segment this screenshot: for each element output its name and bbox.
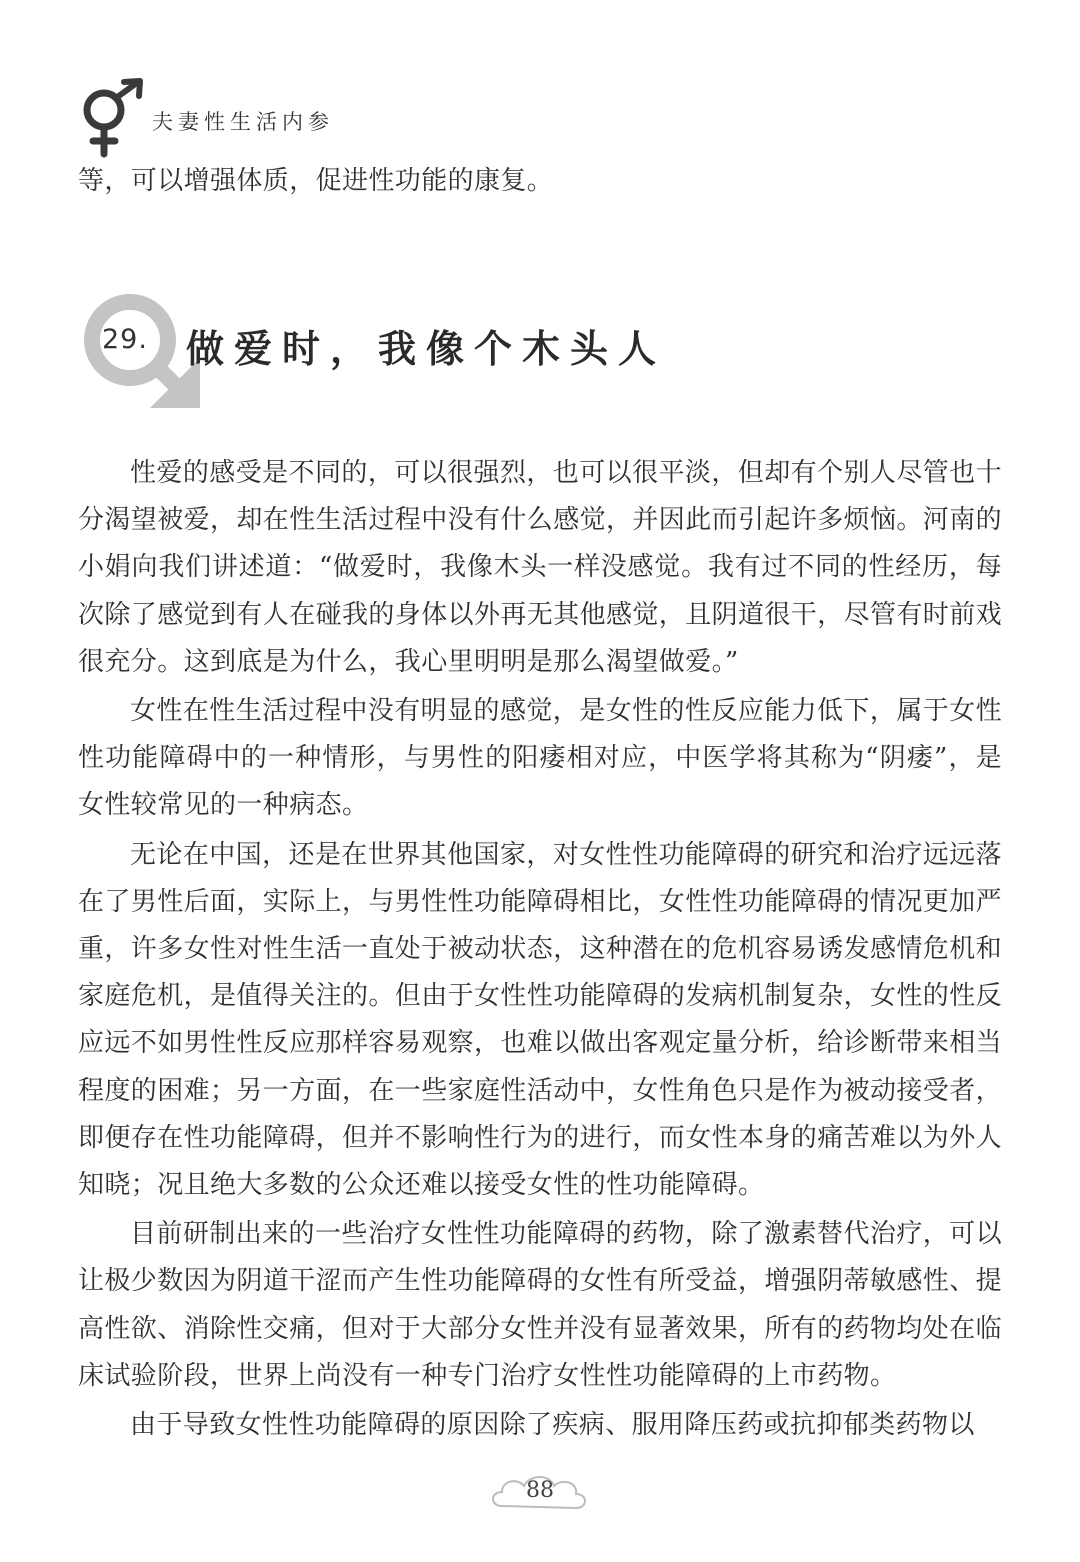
- paragraph: 女性在性生活过程中没有明显的感觉，是女性的性反应能力低下，属于女性性功能障碍中的一种情形，与男性的阳痿相对应，中医学将其称为“阴痿”，是女性较常见的一种病态。: [78, 696, 1002, 821]
- book-title: 夫妻性生活内参: [152, 110, 334, 134]
- section-number: 29.: [102, 324, 148, 355]
- section-title: 做爱时，我像个木头人: [186, 327, 667, 371]
- paragraph: 目前研制出来的一些治疗女性性功能障碍的药物，除了激素替代治疗，可以让极少数因为阴道干涩而产生性功能障碍的女性有所受益，增强阴蒂敏感性、提高性欲、消除性交痛，但对于大部分女性并没有显著效果，所有的药物均处在临床试验阶段，世界上尚没有一种专门治疗女性性功能障碍的上市药物。: [78, 1219, 1003, 1391]
- paragraph: 由于导致女性性功能障碍的原因除了疾病、服用降压药或抗抑郁类药物以: [130, 1410, 975, 1441]
- gender-symbols-icon: [78, 78, 150, 158]
- paragraph: 无论在中国，还是在世界其他国家，对女性性功能障碍的研究和治疗远远落在了男性后面，实际上，与男性性功能障碍相比，女性性功能障碍的情况更加严重，许多女性对性生活一直处于被动状态，这种潜在的危机容易诱发感情危机和家庭危机，是值得关注的。但由于女性性功能障碍的发病机制复杂，女性的性反应远不如男性性反应那样容易观察，也难以做出客观定量分析，给诊断带来相当程度的困难；另一方面，在一些家庭性活动中，女性角色只是作为被动接受者，即便存在性功能障碍，但并不影响性行为的进行，而女性本身的痛苦难以为外人知晓；况且绝大多数的公众还难以接受女性的性功能障碍。: [78, 839, 1003, 1201]
- paragraph: 性爱的感受是不同的，可以很强烈，也可以很平淡，但却有个别人尽管也十分渴望被爱，却在性生活过程中没有什么感觉，并因此而引起许多烦恼。河南的小娟向我们讲述道：“做爱时，我像木头一样没感觉。我有过不同的性经历，每次除了感觉到有人在碰我的身体以外再无其他感觉，且阴道很干，尽管有时前戏很充分。这到底是为什么，我心里明明是那么渴望做爱。”: [78, 458, 1003, 677]
- page-footer: [484, 1466, 596, 1522]
- continuation-text: 等，可以增强体质，促进性功能的康复。: [78, 166, 554, 196]
- article-body: [78, 450, 1002, 1451]
- page-number: 88: [526, 1478, 554, 1503]
